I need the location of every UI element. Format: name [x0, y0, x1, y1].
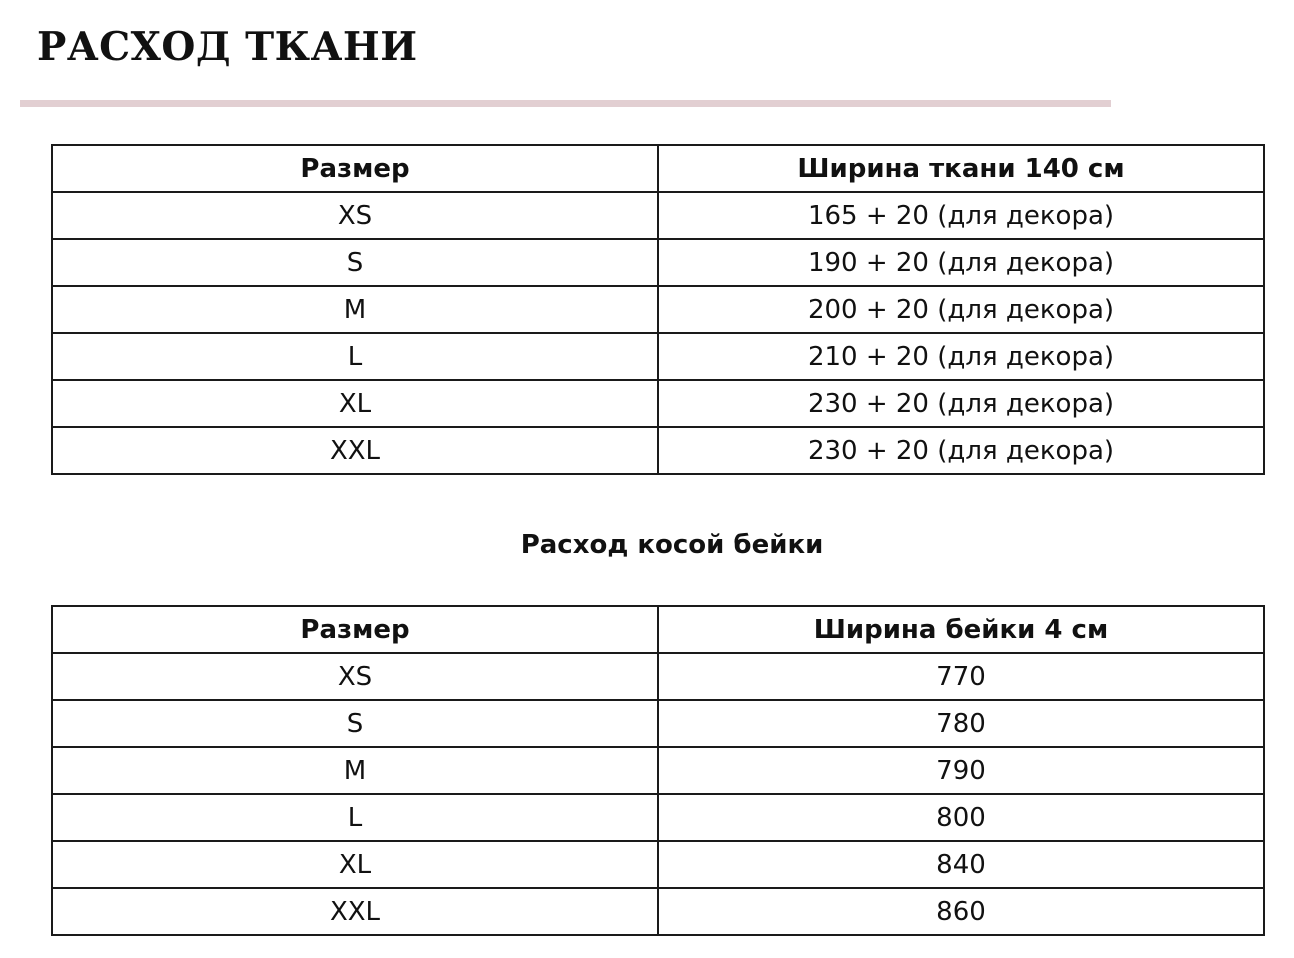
size-cell: M: [52, 747, 658, 794]
size-column-header: Размер: [52, 145, 658, 192]
size-cell: XS: [52, 192, 658, 239]
table-header-row: [52, 145, 1264, 192]
table-row: [52, 286, 1264, 333]
size-cell: XL: [52, 380, 658, 427]
binding-amount-cell: 780: [658, 700, 1264, 747]
size-cell: XS: [52, 653, 658, 700]
fabric-width-column-header: Ширина ткани 140 см: [658, 145, 1264, 192]
table-row: [52, 888, 1264, 935]
fabric-amount-cell: 200 + 20 (для декора): [658, 286, 1264, 333]
table-row: [52, 239, 1264, 286]
binding-amount-cell: 800: [658, 794, 1264, 841]
binding-amount-cell: 840: [658, 841, 1264, 888]
binding-amount-cell: 860: [658, 888, 1264, 935]
binding-section-heading: Расход косой бейки: [520, 530, 824, 560]
size-cell: XXL: [52, 888, 658, 935]
table-header-row: [52, 606, 1264, 653]
size-cell: XL: [52, 841, 658, 888]
size-column-header: Размер: [52, 606, 658, 653]
size-cell: M: [52, 286, 658, 333]
table-row: [52, 794, 1264, 841]
fabric-amount-cell: 230 + 20 (для декора): [658, 380, 1264, 427]
title-divider: [20, 100, 1111, 107]
table-row: [52, 333, 1264, 380]
binding-amount-cell: 790: [658, 747, 1264, 794]
bias-binding-table: [51, 605, 1265, 936]
size-cell: L: [52, 333, 658, 380]
size-cell: S: [52, 700, 658, 747]
table-row: [52, 700, 1264, 747]
binding-width-column-header: Ширина бейки 4 см: [658, 606, 1264, 653]
table-row: [52, 427, 1264, 474]
table-row: [52, 192, 1264, 239]
binding-amount-cell: 770: [658, 653, 1264, 700]
table-row: [52, 380, 1264, 427]
table-row: [52, 747, 1264, 794]
page-title: РАСХОД ТКАНИ: [37, 24, 418, 70]
table-row: [52, 653, 1264, 700]
size-cell: XXL: [52, 427, 658, 474]
fabric-consumption-table: [51, 144, 1265, 475]
fabric-amount-cell: 230 + 20 (для декора): [658, 427, 1264, 474]
size-cell: S: [52, 239, 658, 286]
fabric-amount-cell: 190 + 20 (для декора): [658, 239, 1264, 286]
fabric-amount-cell: 165 + 20 (для декора): [658, 192, 1264, 239]
table-row: [52, 841, 1264, 888]
size-cell: L: [52, 794, 658, 841]
fabric-amount-cell: 210 + 20 (для декора): [658, 333, 1264, 380]
